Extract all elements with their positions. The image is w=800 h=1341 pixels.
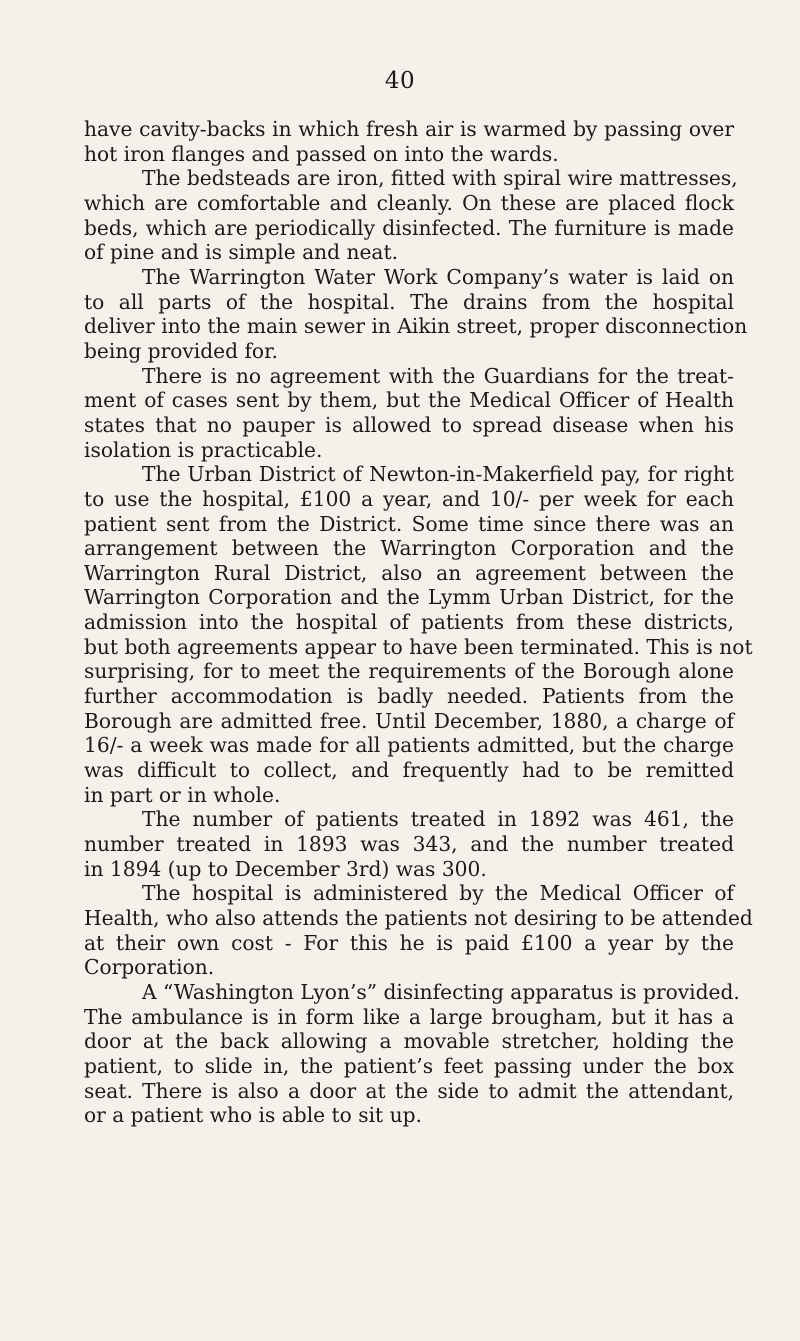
- text-line: at their own cost - For this he is paid £100 a year by the: [84, 930, 734, 955]
- text-line: The number of patients treated in 1892 was 461, the: [142, 807, 734, 832]
- page-number: 40: [384, 68, 416, 94]
- text-line: isolation is practicable.: [84, 437, 323, 462]
- text-line: or a patient who is able to sit up.: [84, 1103, 422, 1128]
- text-line: A “Washington Lyon’s” disinfecting apparatus is provided.: [142, 979, 740, 1004]
- body-text: [84, 117, 753, 1128]
- text-line: further accommodation is badly needed. Patients from the: [84, 684, 734, 709]
- text-line: of pine and is simple and neat.: [84, 240, 398, 265]
- text-line: The bedsteads are iron, fitted with spiral wire mattresses,: [142, 166, 738, 191]
- text-line: The ambulance is in form like a large brougham, but it has a: [84, 1004, 734, 1029]
- text-line: There is no agreement with the Guardians for the treat-: [142, 363, 734, 388]
- text-line: Corporation.: [84, 955, 215, 980]
- text-line: The hospital is administered by the Medical Officer of: [142, 881, 734, 906]
- text-line: being provided for.: [84, 338, 278, 363]
- text-line: patient, to slide in, the patient’s feet passing under the box: [84, 1053, 734, 1078]
- text-line: to use the hospital, £100 a year, and 10/- per week for each: [84, 486, 734, 511]
- text-line: but both agreements appear to have been terminated. This is not: [84, 634, 753, 659]
- text-line: number treated in 1893 was 343, and the number treated: [84, 832, 734, 857]
- text-line: hot iron flanges and passed on into the wards.: [84, 141, 559, 166]
- text-line: 16/- a week was made for all patients admitted, but the charge: [84, 733, 734, 758]
- text-line: to all parts of the hospital. The drains from the hospital: [84, 289, 734, 314]
- text-line: patient sent from the District. Some time since there was an: [84, 511, 734, 536]
- text-line: states that no pauper is allowed to spread disease when his: [84, 412, 734, 437]
- text-line: which are comfortable and cleanly. On these are placed flock: [84, 190, 734, 215]
- text-line: arrangement between the Warrington Corporation and the: [84, 536, 734, 561]
- text-line: Health, who also attends the patients not desiring to be attended: [84, 906, 753, 930]
- text-line: Warrington Corporation and the Lymm Urban District, for the: [84, 585, 734, 610]
- text-line: was difficult to collect, and frequently had to be remitted: [84, 758, 734, 783]
- text-line: admission into the hospital of patients from these districts,: [84, 610, 734, 635]
- text-line: seat. There is also a door at the side to admit the attendant,: [84, 1078, 734, 1103]
- text-line: door at the back allowing a movable stretcher, holding the: [84, 1029, 734, 1054]
- text-line: have cavity-backs in which fresh air is warmed by passing over: [84, 117, 734, 141]
- text-line: Borough are admitted free. Until December, 1880, a charge of: [84, 708, 734, 733]
- text-line: The Urban District of Newton-in-Makerfield pay, for right: [142, 462, 734, 487]
- text-line: in 1894 (up to December 3rd) was 300.: [84, 856, 487, 881]
- text-line: surprising, for to meet the requirements of the Borough alone: [84, 659, 734, 684]
- text-line: beds, which are periodically disinfected. The furniture is made: [84, 215, 734, 240]
- text-line: in part or in whole.: [84, 782, 281, 807]
- text-line: deliver into the main sewer in Aikin street, proper disconnection: [84, 314, 748, 339]
- text-line: The Warrington Water Work Company’s water is laid on: [142, 264, 734, 289]
- text-line: ment of cases sent by them, but the Medical Officer of Health: [84, 388, 734, 413]
- text-line: Warrington Rural District, also an agreement between the: [84, 560, 734, 585]
